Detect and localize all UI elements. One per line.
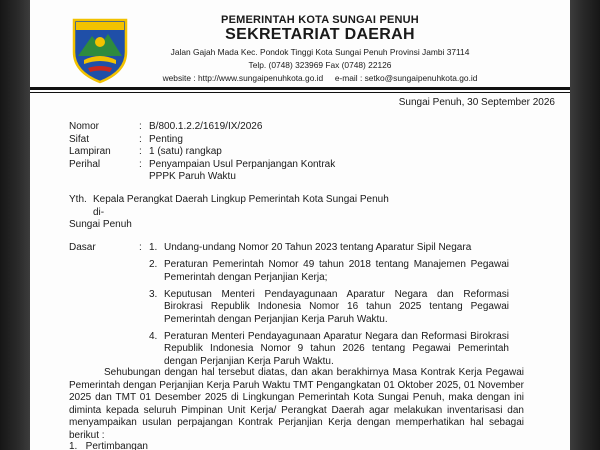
point-1: 1. Pertimbangan	[69, 441, 148, 450]
perihal-line-1: Penyampaian Usul Perpanjangan Kontrak	[149, 158, 336, 170]
meta-nomor: Nomor : B/800.1.2.2/1619/IX/2026	[69, 121, 263, 132]
perihal-line-2: PPPK Paruh Waktu	[149, 171, 236, 182]
body-paragraph: Sehubungan dengan hal tersebut diatas, dan akan berakhirnya Masa Kontrak Kerja Pegawai Pemerintah dengan Perjanjian Kerja Paruh Waktu TMT Pengangkatan 01 Oktober 2025, 01 November 2025 dan TMT 01 Desember 2025 di Lingkungan Pemerintah Kota Sungai Penuh, maka dengan ini diminta kepada seluruh Pimpinan Unit Kerja/ Perangkat Daerah agar melakukan inventarisasi dan menyampaikan usulan perpajangan Kontrak Perjanjian Kerja dengan memperhatikan hal sebagai berikut :	[69, 367, 524, 441]
legal-basis	[69, 242, 509, 373]
meta-perihal: Perihal : Penyampaian Usul Perpanjangan Kontrak PPPK Paruh Waktu	[69, 158, 336, 182]
letter-date: Sungai Penuh, 30 September 2026	[398, 97, 555, 108]
dasar-label: Dasar	[69, 242, 96, 253]
letterhead-government: PEMERINTAH KOTA SUNGAI PENUH	[221, 14, 419, 26]
letterhead-rule-thin	[30, 92, 570, 93]
recipient-di: di-	[93, 206, 105, 218]
recipient-name: Kepala Perangkat Daerah Lingkup Pemerintah Kota Sungai Penuh	[93, 194, 389, 205]
letterhead	[140, 14, 500, 83]
recipient-block	[69, 194, 389, 232]
list-item: 4. Peraturan Menteri Pendayagunaan Aparatur Negara dan Reformasi Birokrasi Republik Indonesia Nomor 9 tahun 2026 tentang Pegawai Pemerintah dengan Perjanjian Kerja Paruh Waktu.	[149, 330, 509, 367]
list-item: 1. Undang-undang Nomor 20 Tahun 2023 tentang Aparatur Sipil Negara	[149, 242, 472, 253]
letterhead-phone: Telp. (0748) 323969 Fax (0748) 22126	[248, 60, 392, 70]
meta-lampiran: Lampiran : 1 (satu) rangkap	[69, 146, 222, 157]
viewer-left-margin	[0, 0, 30, 450]
recipient-prefix: Yth.	[69, 194, 87, 205]
list-item: 3. Keputusan Menteri Pendayagunaan Aparatur Negara dan Reformasi Birokrasi Republik Indonesia Nomor 16 tahun 2025 tentang Pegawai Pemerintah dengan Perjanjian Kerja Paruh Waktu.	[149, 288, 509, 325]
city-emblem-icon	[70, 12, 130, 84]
letter-page	[30, 0, 570, 450]
letterhead-address: Jalan Gajah Mada Kec. Pondok Tinggi Kota Sungai Penuh Provinsi Jambi 37114	[170, 47, 470, 57]
letter-meta	[69, 121, 449, 184]
letterhead-office: SEKRETARIAT DAERAH	[225, 26, 415, 43]
dasar-sep: :	[139, 242, 142, 253]
viewer-right-margin	[570, 0, 600, 450]
legal-basis-list	[149, 242, 509, 373]
letterhead-rule-thick	[30, 87, 570, 90]
list-item: 2. Peraturan Pemerintah Nomor 49 tahun 2018 tentang Manajemen Pegawai Pemerintah dengan Perjanjian Kerja;	[149, 259, 509, 283]
meta-sifat: Sifat : Penting	[69, 133, 183, 145]
letterhead-web: website : http://www.sungaipenuhkota.go.id e-mail : setko@sungaipenuhkota.go.id	[162, 73, 478, 83]
recipient-place: Sungai Penuh	[69, 219, 132, 230]
